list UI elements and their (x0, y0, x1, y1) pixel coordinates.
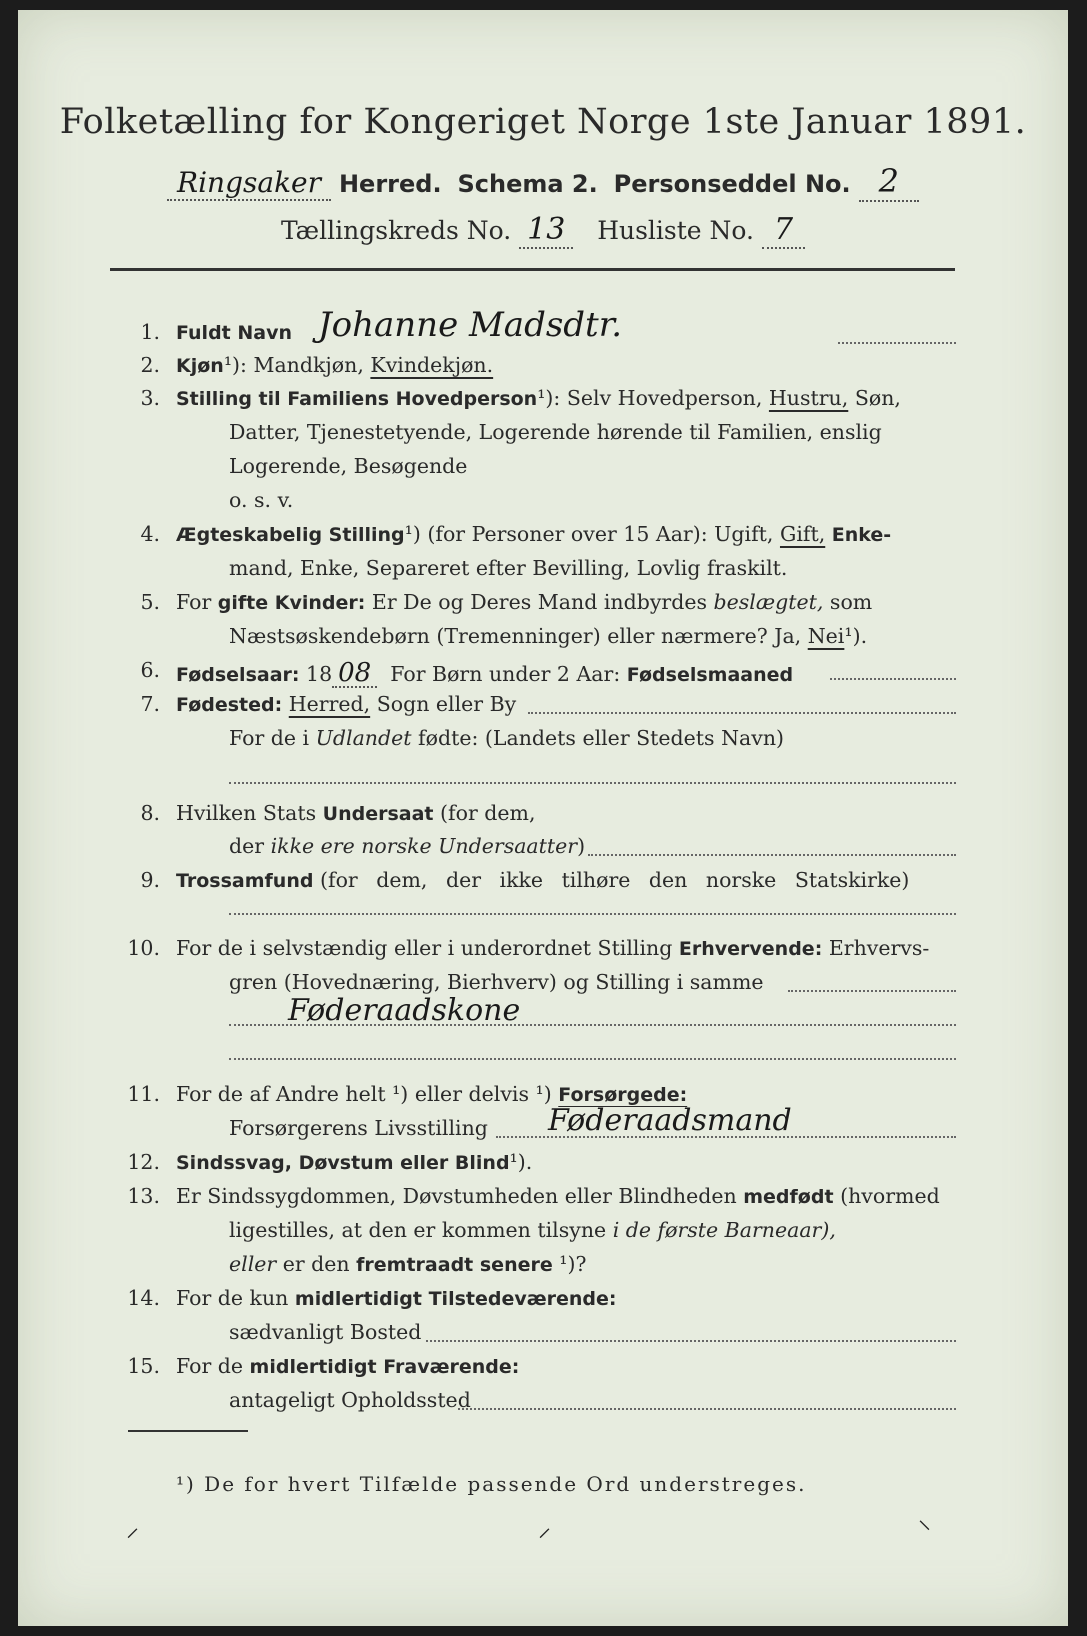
field-text: som (829, 590, 873, 614)
field-text: ¹). (844, 624, 868, 648)
field-text: mand, Enke, Separeret efter Bevilling, Lovlig fraskilt. (229, 556, 788, 580)
selected-option: Kvindekjøn. (370, 353, 494, 377)
field-text: 18 (306, 662, 333, 686)
header-rule (110, 268, 955, 271)
selected-option: Gift, (779, 522, 826, 546)
field-text: Forsørgerens Livsstilling (229, 1116, 488, 1140)
question-number: 2. (140, 353, 160, 377)
field-text: gren (Hovednæring, Bierhverv) og Stilling i samme (229, 970, 764, 994)
question-number: 8. (140, 801, 160, 825)
dotted-line (838, 342, 956, 344)
corner-mark-icon: ⸜ (918, 1505, 932, 1535)
birth-year-answer: 08 (332, 660, 377, 688)
dotted-line (458, 1408, 956, 1410)
kreds-line (18, 212, 1068, 249)
dotted-line (229, 913, 956, 915)
schema-label: Schema 2. (457, 170, 598, 198)
herred-line (18, 162, 1068, 202)
field-label: Stilling til Familiens Hovedperson (176, 388, 538, 410)
field-text: Er Sindssygdommen, Døvstumheden eller Blindheden (176, 1184, 737, 1208)
field-text: ¹). (509, 1150, 533, 1174)
field-text: Datter, Tjenestetyende, Logerende hørende til Familien, enslig (229, 420, 882, 444)
field-text: ¹) (for Personer over 15 Aar): Ugift, (404, 522, 774, 546)
question-number: 5. (140, 590, 160, 614)
field-label: midlertidigt Fraværende: (249, 1356, 520, 1378)
field-label: medfødt (743, 1186, 834, 1208)
question-number: 12. (127, 1150, 160, 1174)
field-text: Hvilken Stats (176, 801, 317, 825)
selected-option: Herred, (288, 692, 371, 716)
corner-mark-icon: ⸝ (126, 1513, 140, 1543)
field-text: For de (176, 1354, 244, 1378)
question-number: 9. (140, 868, 160, 892)
field-text: ligestilles, at den er kommen tilsyne (229, 1218, 607, 1242)
question-number: 4. (140, 522, 160, 546)
field-label: Fødselsmaaned (626, 664, 794, 686)
question-number: 14. (127, 1286, 160, 1310)
field-text: ikke ere norske Undersaatter (270, 834, 578, 858)
kreds-number: 13 (519, 212, 573, 249)
field-text: For de kun (176, 1286, 289, 1310)
field-label: Erhvervende: (678, 938, 823, 960)
corner-mark-icon: ⸝ (538, 1513, 552, 1543)
personseddel-label: Personseddel No. (613, 170, 851, 198)
occupation-answer: Føderaadskone (288, 993, 521, 1028)
field-text: Enke- (831, 524, 892, 546)
field-text: fødte: (Landets eller Stedets Navn) (418, 726, 785, 750)
dotted-line (830, 678, 956, 680)
footnote: ¹) De for hvert Tilfælde passende Ord understreges. (176, 1472, 807, 1496)
dotted-line (528, 712, 956, 714)
field-label: Forsørgede: (558, 1084, 688, 1106)
field-text: Næstsøskendebørn (Tremenninger) eller nærmere? Ja, (229, 624, 802, 648)
field-text: Sogn eller By (376, 692, 517, 716)
question-number: 6. (140, 658, 160, 682)
question-number: 7. (140, 692, 160, 716)
field-label: Fuldt Navn (176, 322, 293, 344)
dotted-line (788, 990, 956, 992)
field-text: i de første Barneaar), (612, 1218, 836, 1242)
field-text: beslægtet, (713, 590, 824, 614)
field-label: Ægteskabelig Stilling (176, 524, 405, 546)
field-label: midlertidigt Tilstedeværende: (294, 1288, 617, 1310)
field-text: (hvormed (840, 1184, 940, 1208)
herred-name: Ringsaker (167, 166, 331, 201)
field-text: For (176, 590, 212, 614)
field-label: Fødselsaar: (176, 664, 300, 686)
field-label: Fødested: (176, 694, 283, 716)
field-label: gifte Kvinder: (217, 592, 366, 614)
dotted-line (229, 1058, 956, 1060)
field-text: eller (229, 1252, 277, 1276)
field-text: ¹)? (559, 1252, 587, 1276)
field-text: Søn, (854, 386, 901, 410)
selected-option: Hustru, (768, 386, 849, 410)
form-title: Folketælling for Kongeriget Norge 1ste Januar 1891. (59, 102, 1027, 142)
husliste-number: 7 (762, 212, 805, 249)
field-text: (for dem, der ikke tilhøre den norske Statskirke) (319, 868, 910, 892)
field-text: er den (282, 1252, 350, 1276)
question-number: 10. (127, 936, 160, 960)
field-label: fremtraadt senere (356, 1254, 553, 1276)
field-text: antageligt Opholdssted (229, 1388, 471, 1412)
dotted-line (426, 1340, 956, 1342)
question-number: 15. (127, 1354, 160, 1378)
footnote-rule (128, 1430, 248, 1432)
dotted-line (588, 854, 956, 856)
census-form: Folketælling for Kongeriget Norge 1ste Januar 1891. Ringsaker Herred. Schema 2. Personseddel No. 2 Tællingskreds No. 13 Husliste No. 7 1. Fuldt Navn Johanne Madsdtr. 2. Kjøn¹): Mandkjøn, Kvindekjøn. 3. Stilling til Familiens Hovedperson¹): Selv Hovedperson, Hustru, Søn, Datter, Tjenestetyende, Logerende hørende til Familien, enslig Logerende, Besøgende o. s. v. 4. Ægteskabelig Stilling¹) (for Personer over 15 Aar): Ugift, Gift, Enke- mand, Enke, Separeret efter Bevilling, Lovlig fraskilt. 5. For gifte Kvinder: Er De og Deres Mand indbyrdes beslægtet, som Næstsøskendebørn (Tremenninger) eller nærmere? Ja, Nei¹). 6. Fødselsaar: 18 08 For Børn under 2 Aar: Fødselsmaaned 7. Fødested: Herred, Sogn eller By For de i Udlandet fødte: (Landets eller Stedets Navn) 8. Hvilken Stats Undersaat (for dem, der ikke ere norske Undersaatter) 9. Trossamfund (for dem, der ikke tilhøre den norske Statskirke) 10. For de i selvstændig eller i underordnet Stilling Erhvervende: Erhvervs- gren (Hovednæring, Bierhverv) og Stilling i samme Føderaadskone 11. For de af Andre helt ¹) eller delvis ¹) Forsørgede: Forsørgerens Livsstilling Føderaadsmand 12. Sindssvag, Døvstum eller Blind¹). 13. Er Sindssygdommen, Døvstumheden eller Blindheden medfødt (hvormed ligestilles, at den er kommen tilsyne i de første Barneaar), eller er den fremtraadt senere ¹)? 14. For de kun midlertidigt Tilstedeværende: sædvanligt Bosted 15. For de midlertidigt Fraværende: antageligt Opholdssted ¹) De for hvert Tilfælde passende Ord understreges. ⸝ ⸝ ⸜ (18, 10, 1068, 1626)
field-label: Undersaat (322, 803, 434, 825)
husliste-label: Husliste No. (597, 216, 754, 245)
field-text: For de af Andre helt ¹) eller delvis ¹) (176, 1082, 552, 1106)
field-text: der (229, 834, 265, 858)
field-text: Udlandet (315, 726, 412, 750)
field-text: Erhvervs- (828, 936, 930, 960)
field-text: Er De og Deres Mand indbyrdes (371, 590, 707, 614)
field-label: Trossamfund (176, 870, 314, 892)
field-text: For Børn under 2 Aar: (390, 662, 621, 686)
dotted-line (229, 782, 956, 784)
question-number: 1. (140, 320, 160, 344)
question-number: 11. (127, 1082, 160, 1106)
field-text: (for dem, (440, 801, 536, 825)
field-text: o. s. v. (229, 488, 294, 512)
field-text: sædvanligt Bosted (229, 1320, 422, 1344)
field-text: For de i (229, 726, 310, 750)
name-answer: Johanne Madsdtr. (318, 305, 623, 345)
question-number: 3. (140, 386, 160, 410)
field-text: ¹): Mandkjøn, (223, 353, 364, 377)
selected-option: Nei (807, 624, 845, 648)
personseddel-number: 2 (859, 162, 919, 202)
question-number: 13. (127, 1184, 160, 1208)
provider-answer: Føderaadsmand (548, 1103, 792, 1138)
field-label: Sindssvag, Døvstum eller Blind (176, 1152, 510, 1174)
field-text: For de i selvstændig eller i underordnet Stilling (176, 936, 673, 960)
field-label: Kjøn (176, 355, 224, 377)
herred-label: Herred. (338, 170, 442, 198)
field-text: Logerende, Besøgende (229, 454, 468, 478)
field-text: ¹): Selv Hovedperson, (537, 386, 763, 410)
kreds-label: Tællingskreds No. (280, 216, 512, 245)
